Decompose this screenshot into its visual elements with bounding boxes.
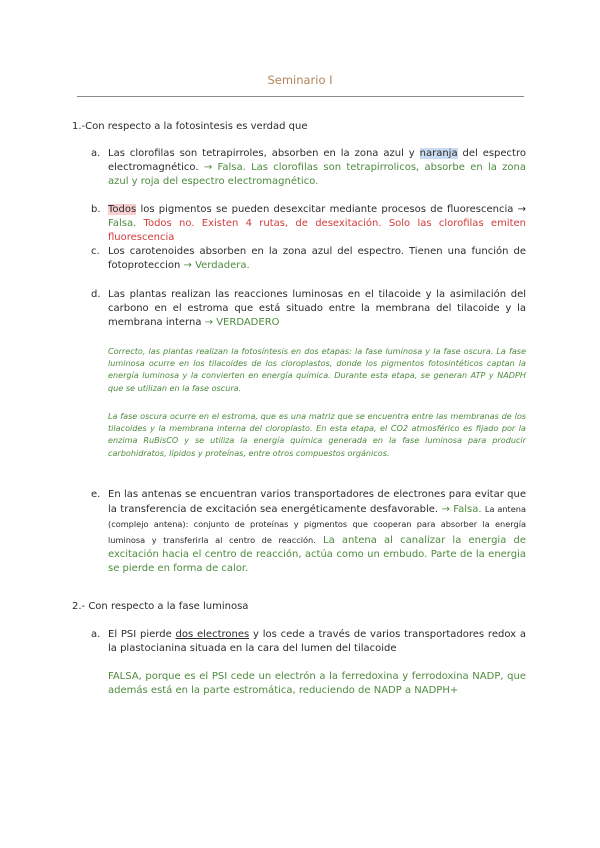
item-2a-answer: FALSA, porque es el PSI cede un electrón a la ferredoxina y ferrodoxina NADP, que además está en la parte estromática, reduciendo de NADP a NADPH+ (108, 671, 526, 697)
item-1b (91, 203, 526, 246)
answer-text: Las clorofilas son tetrapirrolicos, absorbe en la zona azul y roja del espectro electromagnético. (108, 162, 526, 188)
item-letter: a. (91, 629, 101, 640)
item-letter: e. (91, 489, 101, 500)
highlight-naranja: naranja (419, 148, 458, 159)
item-text: Los carotenoides absorben en la zona azul del espectro. Tienen una función de fotoproteccion (108, 246, 526, 272)
item-text: Las plantas realizan las reacciones luminosas en el tilacoide y la asimilación del carbono en el estroma que está situado entre la membrana del tilacoide y la membrana interna (108, 289, 526, 329)
item-2a (91, 628, 526, 656)
item-1d-note-2: La fase oscura ocurre en el estroma, que es una matriz que se encuentra entre las membranas de los tilacoides y la membrana interna del cloroplasto. En esta etapa, el CO2 atmosférico es fijado por la enzima RuBisCO y se utiliza la energía química generada en la fase luminosa para producir carbohidratos, lípidos y proteínas, entre otros compuestos orgánicos. (108, 411, 526, 458)
item-text: En las antenas se encuentran varios transportadores de electrones para evitar que la transferencia de excitación sea energéticamente desfavorable. (108, 489, 526, 516)
item-text: y los cede a través de varios transportadores redox a la plastocianina situada en la cara del lumen del tilacoide (108, 629, 526, 655)
item-letter: b. (91, 204, 101, 215)
answer-text: Todos no. Existen 4 rutas, de desexitación. Solo las clorofilas emiten fluorescencia (108, 218, 526, 244)
answer-verdict: Falsa. (108, 218, 137, 230)
item-1d (91, 288, 526, 331)
item-1d-note-1: Correcto, las plantas realizan la fotosíntesis en dos etapas: la fase luminosa y la fase oscura. La fase luminosa ocurre en los tilacoides de los cloroplastos, donde los pigmentos fotosintéticos captan la energía luminosa y la convierten en energía química. Durante esta etapa, se generan ATP y NADPH que se utilizan en la fase oscura. (108, 346, 526, 393)
answer-verdict: → Verdadera. (183, 260, 250, 272)
question-1-heading: 1.-Con respecto a la fotosintesis es verdad que (72, 121, 308, 132)
item-letter: d. (91, 289, 101, 300)
answer-verdict: → Falsa. (203, 162, 246, 174)
item-definition: La antena (complejo antena): conjunto de proteínas y pigmentos que cooperan para absorber la energía luminosa y transferirla al centro de reacción. (108, 504, 526, 545)
answer-text: La antena al canalizar la energia de excitación hacia el centro de reacción, actúa como un embudo. Parte de la energia se pierde en forma de calor. (108, 534, 527, 575)
answer-verdict: → Falsa. (441, 504, 482, 516)
item-1e (91, 488, 527, 576)
answer-verdict: → VERDADERO (204, 317, 280, 329)
item-letter: c. (91, 246, 100, 257)
question-2-heading: 2.- Con respecto a la fase luminosa (72, 601, 249, 612)
item-text: Las clorofilas son tetrapirroles, absorben en la zona azul y (108, 148, 415, 159)
underlined-dos-electrones: dos electrones (175, 629, 250, 640)
item-text: los pigmentos se pueden desexcitar mediante procesos de fluorescencia → (140, 204, 526, 215)
item-text: El PSI pierde (108, 629, 172, 640)
item-text: del espectro electromagnético. (108, 148, 526, 174)
item-letter: a. (91, 148, 101, 159)
title-divider (77, 96, 524, 97)
item-1c (91, 245, 526, 273)
page-title: Seminario I (267, 73, 333, 87)
item-1a (91, 147, 526, 190)
highlight-todos: Todos (108, 204, 137, 215)
